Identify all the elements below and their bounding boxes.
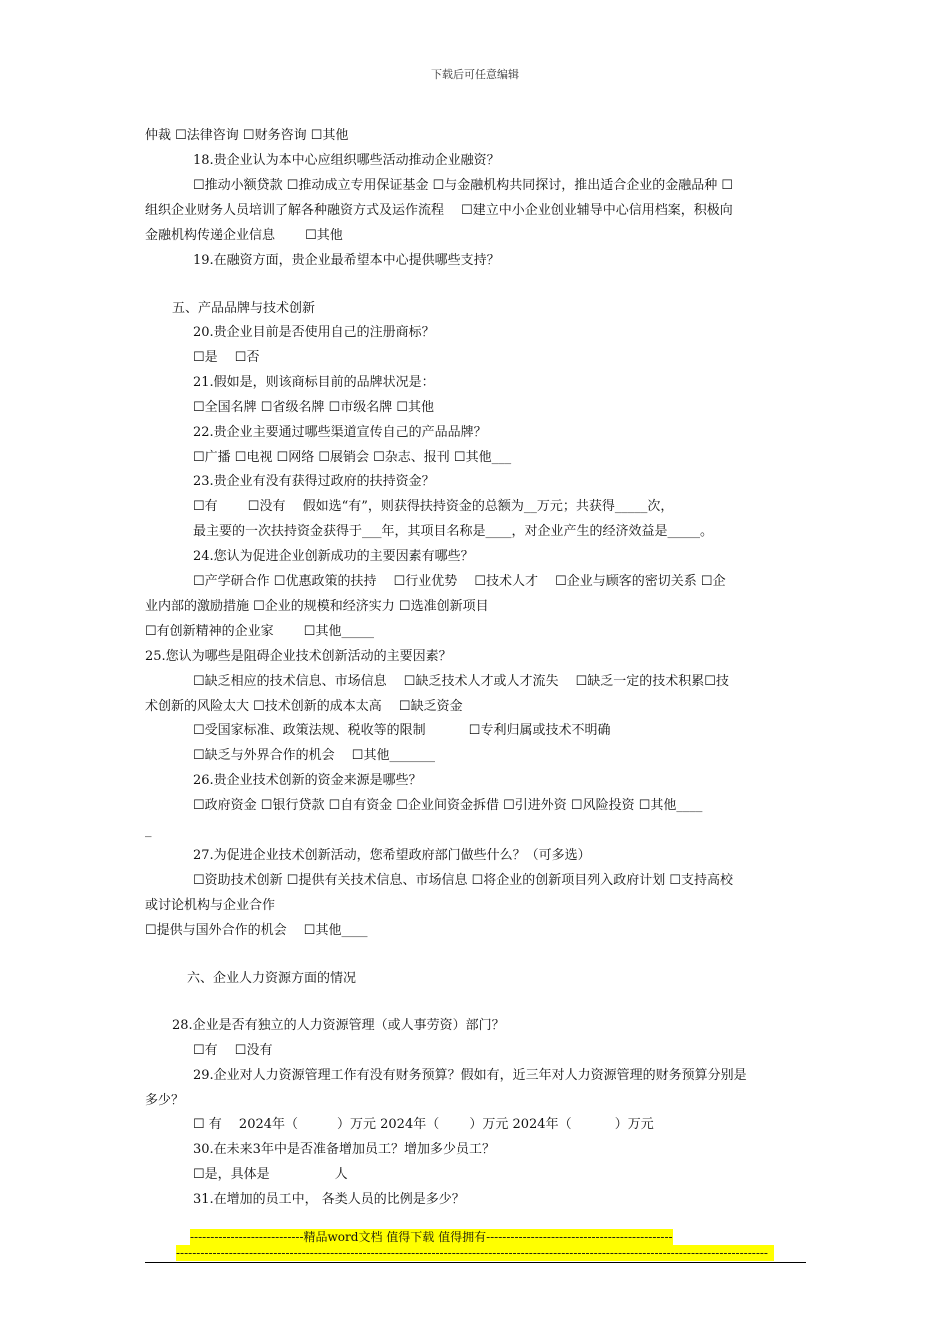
question-30: 30.在未来3年中是否准备增加员工？增加多少员工？ xyxy=(193,1142,495,1157)
text-line: 或讨论机构与企业合作 xyxy=(145,898,276,913)
question-26: 26.贵企业技术创新的资金来源是哪些？ xyxy=(193,773,422,788)
text-line: 金融机构传递企业信息 ☐其他 xyxy=(145,228,343,243)
question-27: 27.为促进企业技术创新活动，您希望政府部门做些什么？（可多选） xyxy=(193,848,591,863)
text-line: ☐缺乏相应的技术信息、市场信息 ☐缺乏技术人才或人才流失 ☐缺乏一定的技术积累☐技 xyxy=(193,674,729,689)
text-line: ☐推动小额贷款 ☐推动成立专用保证基金 ☐与金融机构共同探讨，推出适合企业的金融品种 ☐ xyxy=(193,178,734,193)
question-19: 19.在融资方面，贵企业最希望本中心提供哪些支持？ xyxy=(193,253,500,268)
text-line: 最主要的一次扶持资金获得于___年，其项目名称是____，对企业产生的经济效益是_____。 xyxy=(193,524,714,539)
text-line: ☐广播 ☐电视 ☐网络 ☐展销会 ☐杂志、报刊 ☐其他___ xyxy=(193,450,512,465)
question-22: 22.贵企业主要通过哪些渠道宣传自己的产品品牌？ xyxy=(193,425,487,440)
question-18: 18.贵企业认为本中心应组织哪些活动推动企业融资？ xyxy=(193,153,500,168)
text-line: ☐是 ☐否 xyxy=(193,350,260,365)
footer-banner: ----------------------------精品word文档 值得下载 值得拥有---------------------------------------------- xyxy=(190,1230,673,1244)
text-line: 术创新的风险太大 ☐技术创新的成本太高 ☐缺乏资金 xyxy=(145,699,463,714)
question-28: 28.企业是否有独立的人力资源管理（或人事劳资）部门？ xyxy=(172,1018,505,1033)
text-line: 仲裁 ☐法律咨询 ☐财务咨询 ☐其他 xyxy=(145,128,349,143)
text-line: ☐资助技术创新 ☐提供有关技术信息、市场信息 ☐将企业的创新项目列入政府计划 ☐支持高校 xyxy=(193,873,734,888)
text-line: ☐产学研合作 ☐优惠政策的扶持 ☐行业优势 ☐技术人才 ☐企业与顾客的密切关系 ☐企 xyxy=(193,574,726,589)
question-21: 21.假如是，则该商标目前的品牌状况是： xyxy=(193,375,435,390)
section-heading: 六、企业人力资源方面的情况 xyxy=(187,971,357,986)
text-line: ☐政府资金 ☐银行贷款 ☐自有资金 ☐企业间资金拆借 ☐引进外资 ☐风险投资 ☐其他____ xyxy=(193,798,703,813)
text-line: ☐ 有 2024年（ ）万元 2024年（ ）万元 2024年（ ）万元 xyxy=(193,1117,654,1132)
question-24: 24.您认为促进企业创新成功的主要因素有哪些？ xyxy=(193,549,474,564)
footer-rule xyxy=(145,1262,806,1263)
text-line: ☐缺乏与外界合作的机会 ☐其他_______ xyxy=(193,748,435,763)
text-line: ☐有创新精神的企业家 ☐其他_____ xyxy=(145,624,374,639)
text-line: _ xyxy=(145,823,152,838)
question-23: 23.贵企业有没有获得过政府的扶持资金？ xyxy=(193,474,435,489)
section-heading: 五、产品品牌与技术创新 xyxy=(172,301,316,316)
text-line: 多少？ xyxy=(145,1093,185,1108)
question-31: 31.在增加的员工中， 各类人员的比例是多少？ xyxy=(193,1192,465,1207)
text-line: ☐提供与国外合作的机会 ☐其他____ xyxy=(145,923,368,938)
question-25: 25.您认为哪些是阻碍企业技术创新活动的主要因素？ xyxy=(145,649,452,664)
question-20: 20.贵企业目前是否使用自己的注册商标？ xyxy=(193,325,435,340)
text-line: 业内部的激励措施 ☐企业的规模和经济实力 ☐选准创新项目 xyxy=(145,599,489,614)
footer-dash-line: -------------------------------------------------------------------------------------------------------------------------------------------------- xyxy=(176,1245,774,1261)
question-29: 29.企业对人力资源管理工作有没有财务预算？假如有，近三年对人力资源管理的财务预算分别是 xyxy=(193,1068,747,1083)
text-line: ☐有 ☐没有 xyxy=(193,1043,273,1058)
text-line: ☐受国家标准、政策法规、税收等的限制 ☐专利归属或技术不明确 xyxy=(193,723,611,738)
text-line: ☐是，具体是 人 xyxy=(193,1167,348,1182)
text-line: ☐全国名牌 ☐省级名牌 ☐市级名牌 ☐其他 xyxy=(193,400,435,415)
text-line: 组织企业财务人员培训了解各种融资方式及运作流程 ☐建立中小企业创业辅导中心信用档案，积极向 xyxy=(145,203,733,218)
page-header: 下载后可任意编辑 xyxy=(431,68,519,81)
text-line: ☐有 ☐没有 假如选“有”，则获得扶持资金的总额为__万元；共获得_____次， xyxy=(193,499,674,514)
